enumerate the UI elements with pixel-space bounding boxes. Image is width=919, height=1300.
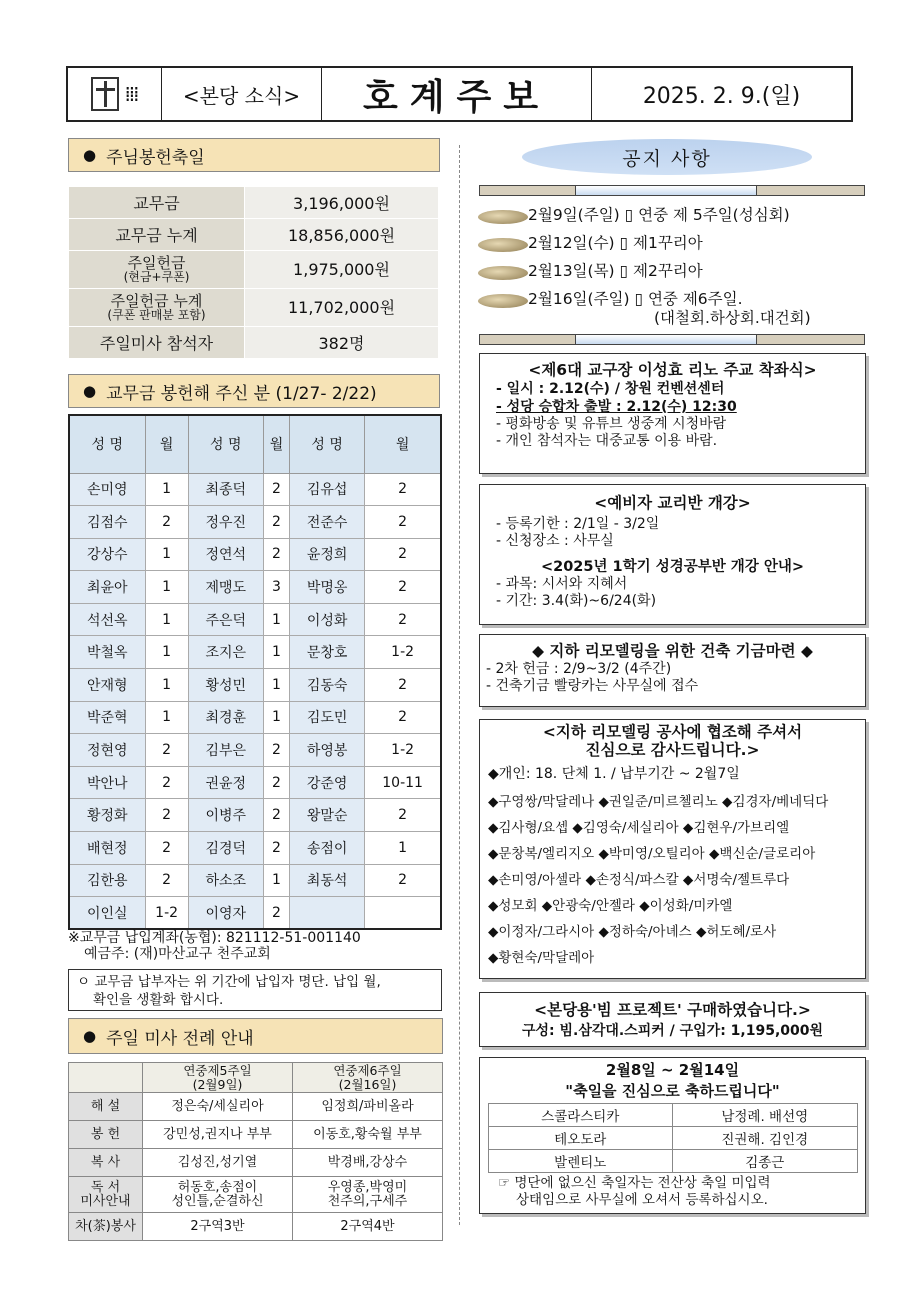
table-row [69, 1121, 443, 1149]
contributor-month: 1-2 [365, 734, 441, 767]
contributor-month: 1 [145, 473, 188, 506]
contributor-month: 1 [145, 603, 188, 636]
table-row [69, 603, 441, 636]
contributor-month: 1 [145, 669, 188, 702]
table-row [488, 1150, 857, 1173]
contributor-month: 2 [365, 571, 441, 604]
col-week5: 연중제5주일 (2월9일) [143, 1063, 293, 1093]
donor-list: ◆이정자/그라시아 ◆정하숙/아녜스 ◆허도혜/로사 [488, 924, 777, 940]
table-row [69, 327, 439, 359]
role-label: 독 서 미사안내 [69, 1177, 143, 1213]
account-info [68, 930, 361, 962]
installation-notice: <제6대 교구장 이성효 리노 주교 착좌식> - 일시 : 2.12(수) / 창원 컨벤션센터 - 성당 승합차 출발 : 2.12(수) 12:30 - 평화방송 및 유튜브 생중계 시청바람 - 개인 참석자는 대중교통 이용 바람. [479, 353, 866, 474]
table-row [69, 1213, 443, 1241]
contributor-month: 2 [263, 538, 289, 571]
table-row [69, 669, 441, 702]
contributor-month: 2 [365, 701, 441, 734]
schedule-list [478, 206, 868, 337]
contributor-name: 조지은 [188, 636, 263, 669]
table-row [69, 219, 439, 251]
col-name: 성 명 [69, 415, 145, 473]
list-item: 2월13일(목) ▯ 제2꾸리아 [478, 262, 868, 281]
role-week6: 우영종,박영미 천주의,구세주 [293, 1177, 443, 1213]
member-names: 진권해. 김인경 [673, 1127, 858, 1150]
contributor-name [290, 897, 365, 930]
contributor-name: 김유섭 [290, 473, 365, 506]
role-week6: 이동호,황숙월 부부 [293, 1121, 443, 1149]
contributor-name: 최윤아 [69, 571, 145, 604]
table-row [69, 187, 439, 219]
contributor-name: 김부은 [188, 734, 263, 767]
donor-list: ◆문창복/엘리지오 ◆박미영/오틸리아 ◆백신순/글로리아 [488, 846, 816, 862]
contributor-name: 문창호 [290, 636, 365, 669]
account-number: ※교무금 납입계좌(농협): 821112-51-001140 [68, 930, 361, 946]
contributor-name: 박준혁 [69, 701, 145, 734]
thanks-notice [479, 719, 866, 979]
contributor-name: 안재형 [69, 669, 145, 702]
box-title: <제6대 교구장 이성효 리노 주교 착좌식> [528, 361, 817, 379]
thanks-summary: ◆개인: 18. 단체 1. / 납부기간 ~ 2월7일 [488, 766, 740, 782]
contributor-name: 권윤정 [188, 766, 263, 799]
contributor-month: 1 [145, 538, 188, 571]
contributor-name: 최종덕 [188, 473, 263, 506]
contributor-month: 2 [365, 538, 441, 571]
role-label: 봉 헌 [69, 1121, 143, 1149]
contributor-month: 1 [263, 701, 289, 734]
contributor-name: 김도민 [290, 701, 365, 734]
role-week5: 2구역3반 [143, 1213, 293, 1241]
contributors-table [68, 414, 442, 930]
mass-table [68, 1062, 443, 1241]
building-fund-notice: ◆ 지하 리모델링을 위한 건축 기금마련 ◆ - 2차 헌금 : 2/9~3/2 (4주간) - 건축기금 빨랑카는 사무실에 접수 [479, 634, 866, 707]
member-names: 김종근 [673, 1150, 858, 1173]
catechism-notice: <예비자 교리반 개강> - 등록기한 : 2/1일 - 3/2일 - 신청장소 : 사무실 <2025년 1학기 성경공부반 개강 안내> - 과목: 시서와 지혜서 - 기간: 3.4(화)~6/24(화) [479, 484, 866, 625]
offering-label: 주일미사 참석자 [69, 327, 245, 359]
contributor-month: 2 [263, 832, 289, 865]
logo-dots: ⁞⁞⁞ [124, 82, 138, 106]
contributor-name: 전준수 [290, 506, 365, 539]
box-title: <본당용'빔 프로젝트' 구매하였습니다.> [534, 1001, 811, 1019]
role-week5: 허동호,송점이 성인틀,순결하신 [143, 1177, 293, 1213]
table-row [488, 1127, 857, 1150]
contributor-month: 2 [365, 506, 441, 539]
pill-icon [478, 238, 528, 252]
contributor-month: 1 [263, 669, 289, 702]
col-month: 월 [365, 415, 441, 473]
bulletin-date: 2025. 2. 9.(일) [642, 83, 801, 109]
table-row [69, 1093, 443, 1121]
table-header-row [69, 1063, 443, 1093]
contributor-month: 2 [145, 734, 188, 767]
contributor-name: 김점수 [69, 506, 145, 539]
contributor-name: 하소조 [188, 864, 263, 897]
box-title: 진심으로 감사드립니다.> [585, 741, 760, 759]
donor-list: ◆성모회 ◆안광숙/안젤라 ◆이성화/미카엘 [488, 898, 733, 914]
contributor-month: 2 [145, 864, 188, 897]
contributor-month: 1-2 [145, 897, 188, 930]
role-week5: 강민성,권지나 부부 [143, 1121, 293, 1149]
offering-value: 18,856,000원 [245, 219, 439, 251]
contributor-month: 1 [145, 636, 188, 669]
col-month: 월 [145, 415, 188, 473]
contributor-name: 박철옥 [69, 636, 145, 669]
box-title: <지하 리모델링 공사에 협조해 주셔서 [542, 723, 803, 741]
list-item: 2월16일(주일) ▯ 연중 제6주일. (대철회.하상회.대건회) [478, 290, 868, 328]
contributor-name: 이병주 [188, 799, 263, 832]
contributor-month: 2 [145, 832, 188, 865]
table-row [69, 897, 441, 930]
mass-heading: ● 주일 미사 전례 안내 [68, 1018, 443, 1054]
contributor-month: 2 [263, 473, 289, 506]
contrib-note: ㅇ 교무금 납부자는 위 기간에 납입자 명단. 납입 월, 확인을 생활화 합시다. [68, 969, 442, 1011]
pill-icon [478, 266, 528, 280]
offering-value: 11,702,000원 [245, 289, 439, 327]
role-week6: 임정희/파비올라 [293, 1093, 443, 1121]
bullet-icon: ● [83, 146, 97, 164]
contributor-month: 2 [365, 603, 441, 636]
contributor-month: 2 [145, 506, 188, 539]
donor-list: ◆구영쌍/막달레나 ◆권일준/미르첼리노 ◆김경자/베네딕다 [488, 794, 829, 810]
bulletin-title: 호계주보 [322, 68, 592, 120]
contributor-name: 배현정 [69, 832, 145, 865]
contributor-name: 윤정희 [290, 538, 365, 571]
table-row [69, 251, 439, 289]
list-item: 2월12일(수) ▯ 제1꾸리아 [478, 234, 868, 253]
role-label: 복 사 [69, 1149, 143, 1177]
table-row [69, 571, 441, 604]
contributor-name: 손미영 [69, 473, 145, 506]
contributor-name: 정현영 [69, 734, 145, 767]
role-week6: 2구역4반 [293, 1213, 443, 1241]
contributor-name: 김동숙 [290, 669, 365, 702]
decor-bar [479, 334, 865, 345]
bullet-icon: ● [83, 382, 97, 400]
contributor-name: 박안나 [69, 766, 145, 799]
contributor-name: 김경덕 [188, 832, 263, 865]
donor-list: ◆황현숙/막달레아 [488, 950, 595, 966]
contributor-name: 주은덕 [188, 603, 263, 636]
offering-heading: ● 주님봉헌축일 [68, 138, 440, 172]
donor-list: ◆손미영/아셀라 ◆손정식/파스칼 ◆서명숙/젤트루다 [488, 872, 790, 888]
decor-bar [479, 185, 865, 196]
saint-name: 테오도라 [488, 1127, 673, 1150]
bulletin-header [66, 66, 853, 122]
contributor-month: 1 [263, 636, 289, 669]
member-names: 남정례. 배선영 [673, 1104, 858, 1127]
col-name: 성 명 [188, 415, 263, 473]
contributor-month: 2 [263, 799, 289, 832]
contributor-month: 2 [263, 766, 289, 799]
corner-cell [69, 1063, 143, 1093]
contributor-name: 석선옥 [69, 603, 145, 636]
contributor-name: 박명옹 [290, 571, 365, 604]
contributor-month: 2 [263, 506, 289, 539]
contributor-name: 황정화 [69, 799, 145, 832]
contributor-month [365, 897, 441, 930]
box-title: 2월8일 ~ 2월14일 [605, 1061, 740, 1079]
contributor-month: 2 [263, 734, 289, 767]
box-title: <예비자 교리반 개강> [594, 494, 751, 512]
col-month: 월 [263, 415, 289, 473]
table-row [488, 1104, 857, 1127]
contributor-month: 10-11 [365, 766, 441, 799]
box-title: "축일을 진심으로 축하드립니다" [565, 1082, 780, 1100]
contributor-name: 황성민 [188, 669, 263, 702]
bullet-icon: ● [83, 1027, 97, 1045]
contributor-name: 강준영 [290, 766, 365, 799]
column-divider [459, 145, 460, 1225]
role-week5: 김성진,성기열 [143, 1149, 293, 1177]
offering-value: 3,196,000원 [245, 187, 439, 219]
notice-title: 공지 사항 [522, 139, 812, 175]
table-header-row [69, 415, 441, 473]
contributor-name: 최경훈 [188, 701, 263, 734]
box-subtitle: <2025년 1학기 성경공부반 개강 안내> [540, 559, 805, 575]
contributor-month: 2 [365, 864, 441, 897]
contributor-name: 최동석 [290, 864, 365, 897]
feastday-notice [479, 1057, 866, 1214]
offering-label: 교무금 [69, 187, 245, 219]
contributor-name: 김한용 [69, 864, 145, 897]
contributor-month: 1 [263, 603, 289, 636]
contributor-month: 3 [263, 571, 289, 604]
table-row [69, 1177, 443, 1213]
saint-name: 스콜라스티카 [488, 1104, 673, 1127]
contributor-month: 2 [145, 799, 188, 832]
contributor-month: 2 [365, 799, 441, 832]
contributor-name: 이영자 [188, 897, 263, 930]
table-row [69, 734, 441, 767]
contributor-month: 2 [263, 897, 289, 930]
contributor-month: 2 [145, 766, 188, 799]
beam-detail: 구성: 빔.삼각대.스피커 / 구입가: 1,195,000원 [521, 1023, 824, 1039]
table-row [69, 506, 441, 539]
contributor-name: 이인실 [69, 897, 145, 930]
beam-notice [479, 992, 866, 1047]
role-label: 차(茶)봉사 [69, 1213, 143, 1241]
table-row [69, 1149, 443, 1177]
role-week5: 정은숙/세실리아 [143, 1093, 293, 1121]
offering-label: 교무금 누계 [69, 219, 245, 251]
box-title: ◆ 지하 리모델링을 위한 건축 기금마련 ◆ [532, 642, 813, 660]
table-row [69, 766, 441, 799]
contributor-name: 왕말순 [290, 799, 365, 832]
table-row [69, 289, 439, 327]
role-week6: 박경배,강상수 [293, 1149, 443, 1177]
contributor-name: 강상수 [69, 538, 145, 571]
contributor-name: 이성화 [290, 603, 365, 636]
table-row [69, 864, 441, 897]
contributor-month: 1 [145, 571, 188, 604]
contributor-name: 정우진 [188, 506, 263, 539]
contrib-heading: ● 교무금 봉헌해 주신 분 (1/27- 2/22) [68, 374, 440, 408]
contributor-month: 1 [263, 864, 289, 897]
cross-icon [91, 77, 119, 111]
pill-icon [478, 294, 528, 308]
saint-name: 발렌티노 [488, 1150, 673, 1173]
table-row [69, 473, 441, 506]
feastday-table [488, 1103, 858, 1173]
account-holder: 예금주: (재)마산교구 천주교회 [84, 946, 271, 962]
table-row [69, 636, 441, 669]
table-row [69, 538, 441, 571]
offering-value: 382명 [245, 327, 439, 359]
table-row [69, 832, 441, 865]
contributor-name: 정연석 [188, 538, 263, 571]
list-item: 2월9일(주일) ▯ 연중 제 5주일(성심회) [478, 206, 868, 225]
contributor-month: 1-2 [365, 636, 441, 669]
offering-table [68, 186, 439, 359]
contributor-month: 2 [365, 473, 441, 506]
pill-icon [478, 210, 528, 224]
contributor-month: 1 [365, 832, 441, 865]
contributor-name: 송점이 [290, 832, 365, 865]
section-label: <본당 소식> [162, 68, 322, 120]
offering-label: 주일헌금 (현금+쿠폰) [69, 251, 245, 289]
table-row [69, 799, 441, 832]
donor-list: ◆김사형/요셉 ◆김영숙/세실리아 ◆김현우/가브리엘 [488, 820, 790, 836]
offering-value: 1,975,000원 [245, 251, 439, 289]
contributor-name: 하영봉 [290, 734, 365, 767]
col-week6: 연중제6주일 (2월16일) [293, 1063, 443, 1093]
contributor-month: 1 [145, 701, 188, 734]
contributor-month: 2 [365, 669, 441, 702]
table-row [69, 701, 441, 734]
parish-logo [68, 68, 162, 120]
role-label: 해 설 [69, 1093, 143, 1121]
offering-label: 주일헌금 누계 (쿠폰 판매분 포함) [69, 289, 245, 327]
contributor-name: 제맹도 [188, 571, 263, 604]
col-name: 성 명 [290, 415, 365, 473]
feastday-footnote: ☞ 명단에 없으신 축일자는 전산상 축일 미입력 상태임으로 사무실에 오셔서 등록하십시오. [498, 1175, 771, 1208]
